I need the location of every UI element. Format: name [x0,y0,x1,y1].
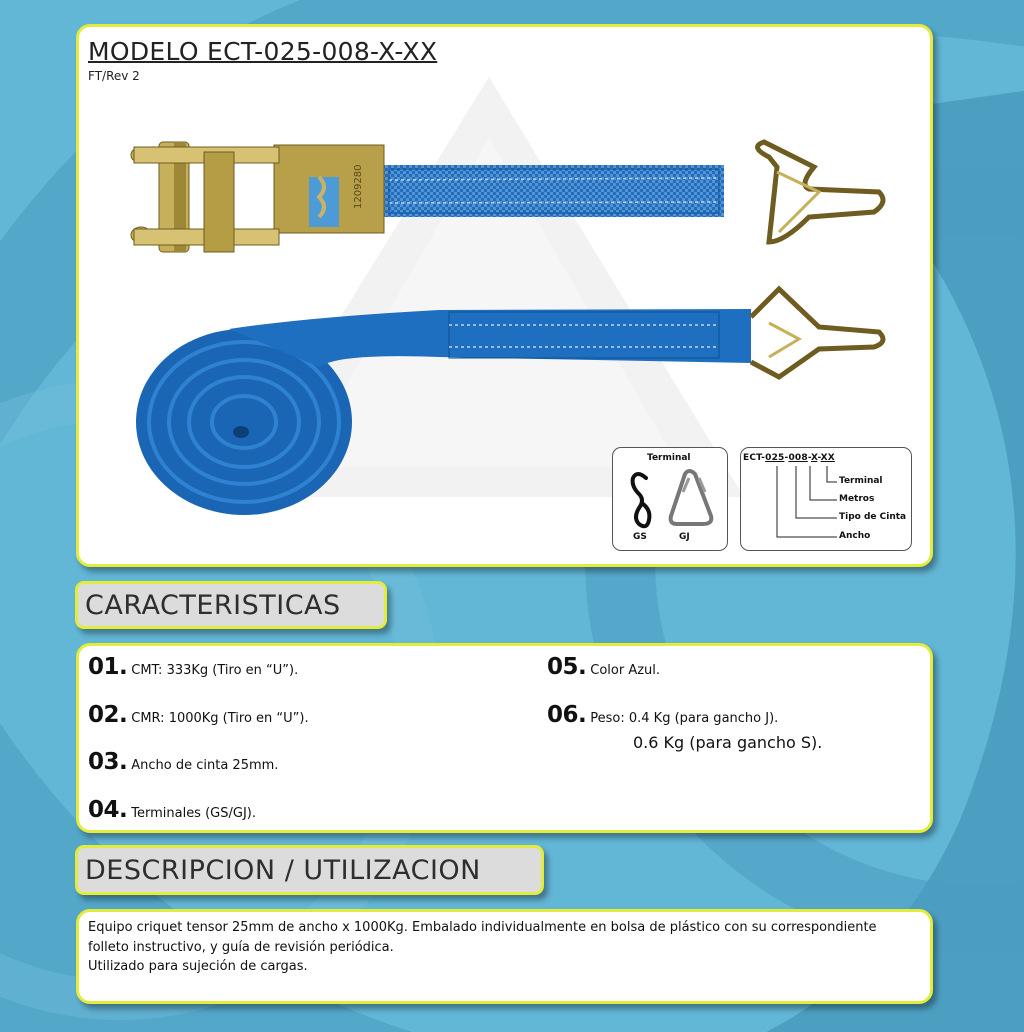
code-label-tipo: Tipo de Cinta [839,512,907,522]
feature-03 [88,749,278,775]
description-line-1: Equipo criquet tensor 25mm de ancho x 1000Kg. Embalado individualmente en bolsa de plástico con su correspondiente [88,920,877,935]
description-panel [76,909,933,1004]
caracteristicas-header [75,581,387,629]
feature-04 [88,797,256,823]
feature-text: Color Azul. [590,663,661,678]
feature-number: 04. [88,797,128,823]
model-revision: FT/Rev 2 [88,69,140,83]
description-line-2: folleto instructivo, y guía de revisión periódica. [88,939,394,955]
description-text [88,918,923,977]
feature-02 [88,702,309,728]
feature-number: 05. [547,654,587,680]
feature-text: CMT: 333Kg (Tiro en “U”). [131,663,299,678]
feature-05 [547,654,660,680]
model-title: MODELO ECT-025-008-X-XX [88,37,438,66]
code-label-metros: Metros [839,494,875,504]
description-line-3: Utilizado para sujeción de cargas. [88,959,308,974]
code-legend-code: ECT-025-008-X-XX [743,453,835,463]
caracteristicas-title: CARACTERISTICAS [85,589,341,621]
feature-text: Ancho de cinta 25mm. [131,758,279,773]
features-panel [76,643,933,833]
feature-text: Peso: 0.4 Kg (para gancho J). [590,711,779,726]
terminal-gj-label: GJ [679,532,690,542]
code-label-terminal: Terminal [839,476,883,486]
feature-text: CMR: 1000Kg (Tiro en “U”). [131,711,309,726]
terminal-legend-title: Terminal [647,453,691,463]
feature-06 [547,702,778,728]
feature-number: 03. [88,749,128,775]
feature-number: 02. [88,702,128,728]
hook-icons [613,448,729,552]
gs-hook-icon [633,474,650,526]
code-legend [740,447,912,551]
descripcion-title: DESCRIPCION / UTILIZACION [85,854,481,886]
code-legend-lines [741,448,913,552]
terminal-gs-label: GS [633,532,647,542]
feature-number: 06. [547,702,587,728]
feature-text: Terminales (GS/GJ). [131,806,256,821]
feature-06-second-line: 0.6 Kg (para gancho S). [633,733,823,752]
feature-01 [88,654,298,680]
descripcion-header [75,845,544,895]
gj-hook-icon [671,471,712,524]
feature-number: 01. [88,654,128,680]
terminal-legend [612,447,728,551]
code-label-ancho: Ancho [839,531,871,541]
strap-print: 1209280 [353,164,364,209]
product-panel [76,24,933,567]
